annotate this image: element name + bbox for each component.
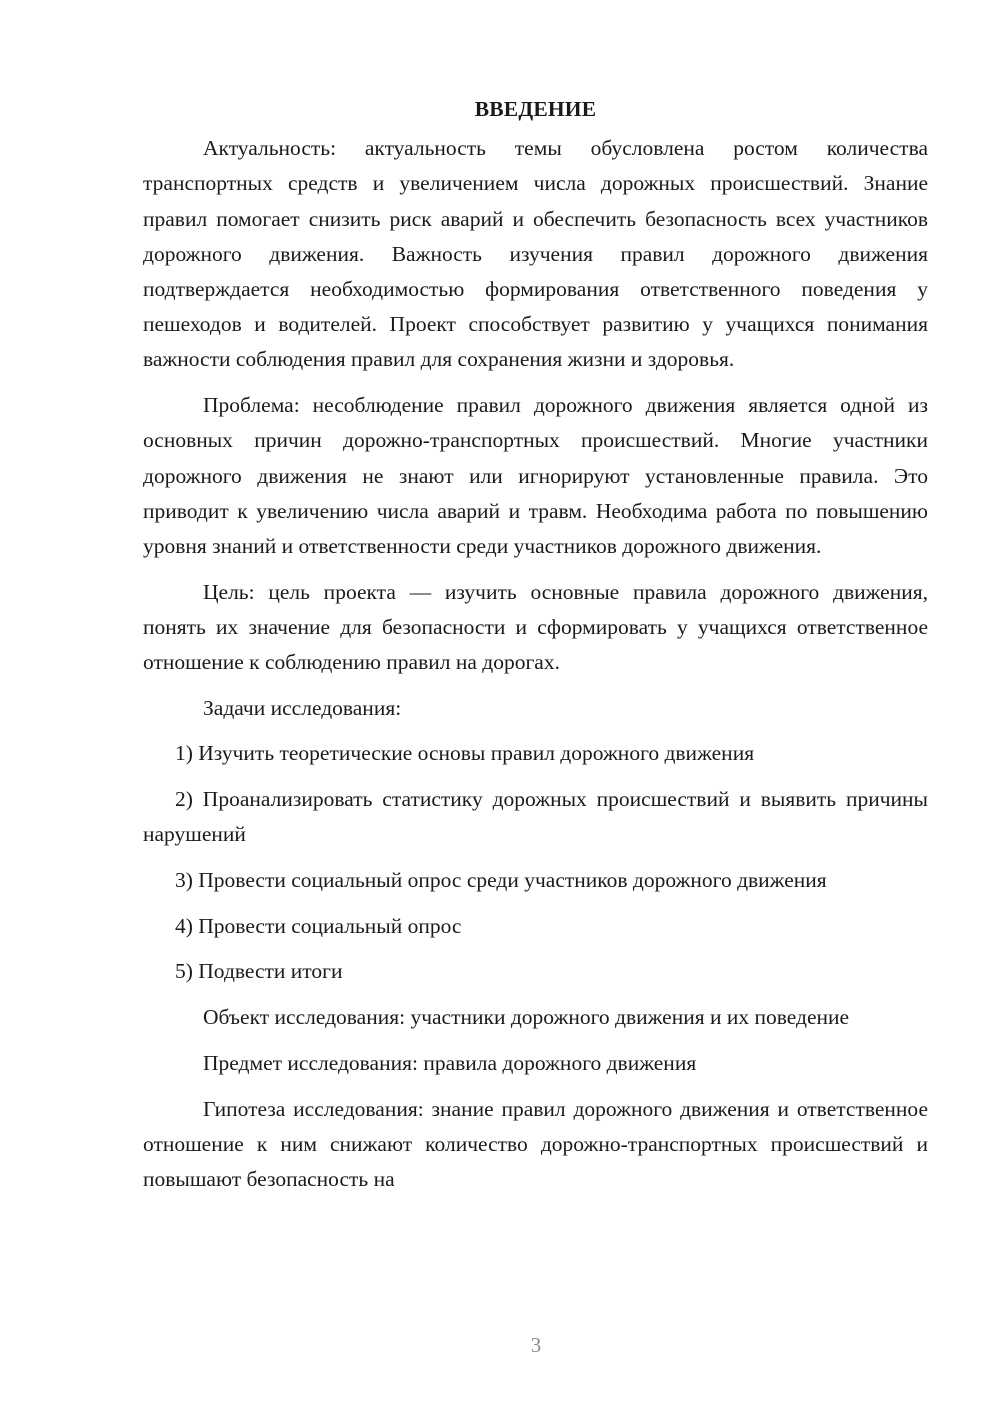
goal-paragraph: Цель: цель проекта — изучить основные правила дорожного движения, понять их значение для безопасности и сформировать у учащихся ответственное отношение к соблюдению правил на дорогах. — [143, 579, 928, 675]
task-item-3: 3) Провести социальный опрос среди участников дорожного движения — [175, 868, 827, 893]
page-number: 3 — [530, 1333, 542, 1357]
task-item-2: 2) Проанализировать статистику дорожных происшествий и выявить причины нарушений — [143, 787, 928, 847]
object-paragraph: Объект исследования: участники дорожного движения и их поведение — [203, 1005, 850, 1030]
subject-paragraph: Предмет исследования: правила дорожного движения — [203, 1050, 697, 1075]
hypothesis-paragraph: Гипотеза исследования: знание правил дорожного движения и ответственное отношение к ним снижают количество дорожно-транспортных происшествий и повышают безопасность на — [143, 1096, 928, 1191]
problem-paragraph: Проблема: несоблюдение правил дорожного движения является одной из основных причин дорожно-транспортных происшествий. Многие участники дорожного движения не знают или игнорируют установленные правила. Это приводит к увеличению числа аварий и травм. Необходима работа по повышению уровня знаний и ответственности среди участников дорожного движения. — [143, 393, 928, 558]
task-item-4: 4) Провести социальный опрос — [175, 913, 462, 938]
tasks-heading: Задачи исследования: — [203, 695, 402, 720]
section-title: ВВЕДЕНИЕ — [474, 97, 597, 121]
relevance-paragraph: Актуальность: актуальность темы обусловлена ростом количества транспортных средств и увеличением числа дорожных происшествий. Знание правил помогает снизить риск аварий и обеспечить безопасность всех участников дорожного движения. Важность изучения правил дорожного движения подтверждается необходимостью формирования ответственного поведения у пешеходов и водителей. Проект способствует развитию у учащихся понимания важности соблюдения правил для сохранения жизни и здоровья. — [143, 136, 928, 372]
page-body — [143, 92, 928, 1197]
task-item-1: 1) Изучить теоретические основы правил дорожного движения — [175, 741, 755, 766]
task-item-5: 5) Подвести итоги — [175, 959, 343, 984]
